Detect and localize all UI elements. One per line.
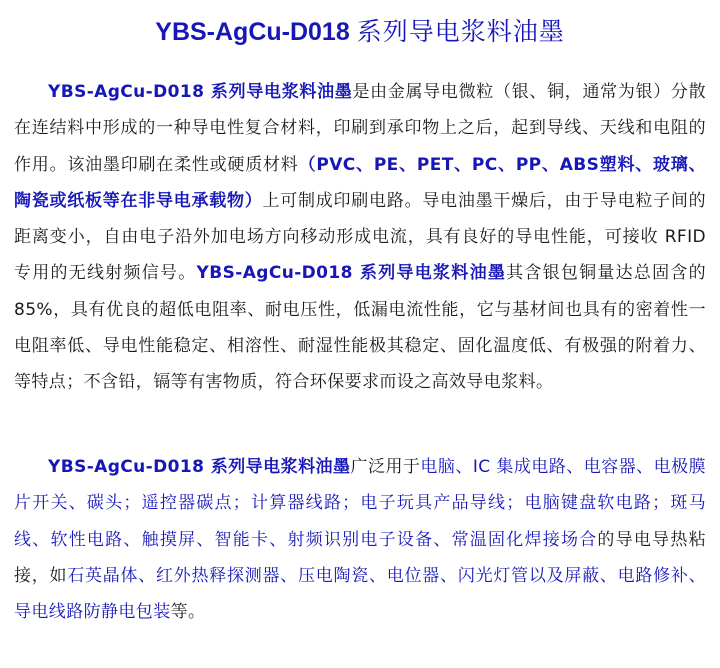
title-product-code: YBS-AgCu-D018 <box>155 18 350 46</box>
applications-list-2: 石英晶体、红外热释探测器、压电陶瓷、电位器、闪光灯管以及屏蔽、电路修补、导电线路防静电包装 <box>14 565 706 623</box>
title-product-name: 系列导电浆料油墨 <box>356 18 565 46</box>
applications-end-text: 等。 <box>170 602 206 623</box>
intro-paragraph <box>14 74 706 401</box>
intro-text-function: 上可制成印刷电路。导电油墨干燥后，由于导电粒子间的距离变小，自由电子沿外加电场方向移动形成电流，具有良好的导电性能，可接收 RFID 专用的无线射频信号。 <box>14 190 707 284</box>
applications-middle-text: 的导电导热粘接，如 <box>14 529 706 586</box>
intro-text-composition: 是由金属导电微粒（银、铜，通常为银）分散在连结料中形成的一种导电性复合材料，印刷到承印物上之后，起到导线、天线和电阻的作用。该油墨印刷在柔性或硬质材料 <box>14 82 707 175</box>
document-title <box>0 12 720 52</box>
applications-list: 电脑、IC 集成电路、电容器、电极膜片开关、碳头；遥控器碳点；计算器线路；电子玩具产品导线；电脑键盘软电路；斑马线、软性电路、触摸屏、智能卡、射频识别电子设备、常温固化焊接场合 <box>14 457 706 550</box>
product-name-highlight: YBS-AgCu-D018 系列导电浆料油墨 <box>48 82 353 102</box>
substrate-materials-highlight: （PVC、PE、PET、PC、PP、ABS塑料、玻璃、陶瓷或纸板等在非导电承载物） <box>14 154 706 211</box>
applications-paragraph <box>14 449 706 630</box>
intro-text-properties: 其含银包铜量达总固含的 85%，具有优良的超低电阻率、耐电压性，低漏电流性能，它与基材间也具有的密着性一电阻率低、导电性能稳定、相溶性、耐湿性能极其稳定、固化温度低、有极强的附着力、等特点；不含铅，镉等有害物质，符合环保要求而设之高效导电浆料。 <box>14 263 707 393</box>
applications-product-name: YBS-AgCu-D018 系列导电浆料油墨 <box>48 457 351 477</box>
product-name-highlight-repeat: YBS-AgCu-D018 系列导电浆料油墨 <box>196 263 507 284</box>
applications-lead-text: 广泛用于 <box>350 457 421 477</box>
